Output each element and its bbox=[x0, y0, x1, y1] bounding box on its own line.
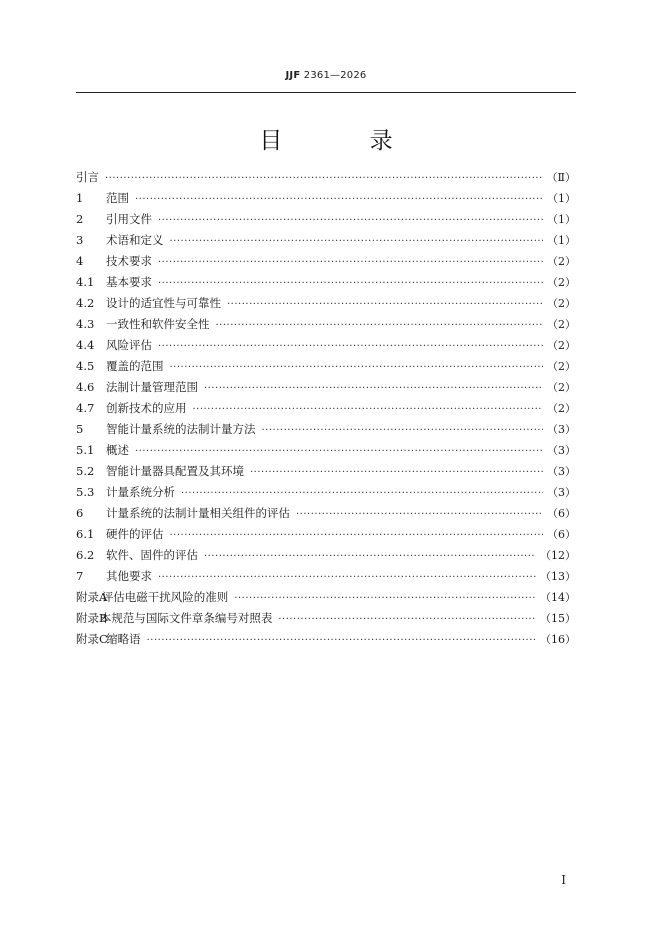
toc-entry[interactable] bbox=[76, 587, 576, 608]
toc-entry-number: 4.4 bbox=[76, 338, 95, 352]
toc-entry-number: 3 bbox=[76, 233, 84, 247]
toc-entry-page: （2） bbox=[547, 297, 576, 310]
toc-entry-label: 基本要求 bbox=[106, 275, 152, 289]
toc-entry-number: 附录B bbox=[76, 611, 108, 625]
toc-entry[interactable] bbox=[76, 503, 576, 524]
toc-dot-leader bbox=[158, 567, 536, 588]
toc-dot-leader bbox=[158, 273, 543, 294]
toc-entry-number: 4.5 bbox=[76, 359, 95, 373]
toc-dot-leader bbox=[250, 462, 543, 483]
toc-entry[interactable] bbox=[76, 356, 576, 377]
toc-dot-leader bbox=[135, 189, 543, 210]
toc-entry-number: 4.3 bbox=[76, 317, 95, 331]
toc-entry[interactable] bbox=[76, 461, 576, 482]
toc-dot-leader bbox=[158, 252, 543, 273]
toc-entry-label: 引用文件 bbox=[106, 212, 152, 226]
toc-entry-number: 5.3 bbox=[76, 485, 95, 499]
toc-entry[interactable] bbox=[76, 524, 576, 545]
toc-entry-number: 7 bbox=[76, 569, 84, 583]
toc-entry-page: （6） bbox=[547, 507, 576, 520]
toc-dot-leader bbox=[147, 630, 536, 651]
toc-entry[interactable] bbox=[76, 251, 576, 272]
toc-entry-label: 技术要求 bbox=[106, 254, 152, 268]
toc-dot-leader bbox=[193, 399, 544, 420]
toc-dot-leader bbox=[170, 357, 544, 378]
toc-entry[interactable] bbox=[76, 314, 576, 335]
toc-entry[interactable] bbox=[76, 608, 576, 629]
toc-entry-label: 设计的适宜性与可靠性 bbox=[106, 296, 221, 310]
toc-entry[interactable] bbox=[76, 167, 576, 188]
toc-dot-leader bbox=[105, 168, 543, 189]
toc-entry-page: （2） bbox=[547, 276, 576, 289]
toc-entry-label: 计量系统的法制计量相关组件的评估 bbox=[106, 506, 290, 520]
toc-dot-leader bbox=[181, 483, 543, 504]
toc-entry-label: 本规范与国际文件章条编号对照表 bbox=[99, 611, 273, 625]
toc-entry-page: （2） bbox=[547, 255, 576, 268]
toc-entry-number: 6 bbox=[76, 506, 84, 520]
toc-entry-page: （2） bbox=[547, 402, 576, 415]
toc-dot-leader bbox=[170, 231, 544, 252]
toc-entry-number: 5.2 bbox=[76, 464, 95, 478]
toc-entry-label: 法制计量管理范围 bbox=[106, 380, 198, 394]
toc-dot-leader bbox=[216, 315, 544, 336]
toc-entry-page: （3） bbox=[547, 465, 576, 478]
toc-entry-label: 其他要求 bbox=[106, 569, 152, 583]
toc-entry[interactable] bbox=[76, 377, 576, 398]
toc-entry-page: （6） bbox=[547, 528, 576, 541]
toc-dot-leader bbox=[296, 504, 543, 525]
toc-dot-leader bbox=[227, 294, 543, 315]
toc-entry-page: （13） bbox=[540, 570, 576, 583]
toc-entry[interactable] bbox=[76, 440, 576, 461]
toc-entry-page: （15） bbox=[540, 612, 576, 625]
toc-entry[interactable] bbox=[76, 188, 576, 209]
toc-entry-number: 4.2 bbox=[76, 296, 95, 310]
toc-entry-page: （14） bbox=[540, 591, 576, 604]
toc-entry-number: 4.7 bbox=[76, 401, 95, 415]
toc-entry[interactable] bbox=[76, 230, 576, 251]
toc-entry-label: 范围 bbox=[106, 191, 129, 205]
toc-entry[interactable] bbox=[76, 629, 576, 650]
toc-dot-leader bbox=[262, 420, 544, 441]
toc-entry-page: （1） bbox=[547, 234, 576, 247]
toc-entry[interactable] bbox=[76, 566, 576, 587]
toc-entry-label: 创新技术的应用 bbox=[106, 401, 187, 415]
toc-dot-leader bbox=[234, 588, 536, 609]
toc-entry-page: （3） bbox=[547, 423, 576, 436]
toc-entry[interactable] bbox=[76, 335, 576, 356]
page-number: Ⅰ bbox=[561, 873, 566, 887]
page-header bbox=[76, 70, 576, 81]
standard-code: JJF bbox=[285, 70, 301, 81]
toc-entry-page: （Ⅱ） bbox=[546, 171, 576, 184]
toc-entry-label: 软件、固件的评估 bbox=[106, 548, 198, 562]
toc-entry-label: 风险评估 bbox=[106, 338, 152, 352]
header-rule bbox=[76, 92, 576, 93]
toc-entry-page: （3） bbox=[547, 444, 576, 457]
toc-dot-leader bbox=[170, 525, 544, 546]
toc-entry-label: 智能计量器具配置及其环境 bbox=[106, 464, 244, 478]
toc-entry-page: （2） bbox=[547, 339, 576, 352]
toc-entry[interactable] bbox=[76, 293, 576, 314]
toc-entry-label: 计量系统分析 bbox=[106, 485, 175, 499]
toc-dot-leader bbox=[204, 378, 543, 399]
toc-entry-number: 5 bbox=[76, 422, 84, 436]
standard-number: 2361—2026 bbox=[303, 70, 367, 81]
toc-entry-label: 概述 bbox=[106, 443, 129, 457]
toc-entry-number: 附录C bbox=[76, 632, 108, 646]
toc-dot-leader bbox=[204, 546, 536, 567]
toc-entry-label: 智能计量系统的法制计量方法 bbox=[106, 422, 256, 436]
toc-entry-page: （2） bbox=[547, 318, 576, 331]
toc-entry[interactable] bbox=[76, 482, 576, 503]
toc-dot-leader bbox=[158, 210, 543, 231]
toc-entry[interactable] bbox=[76, 419, 576, 440]
table-of-contents bbox=[76, 167, 576, 650]
toc-entry-number: 4.6 bbox=[76, 380, 95, 394]
toc-entry[interactable] bbox=[76, 398, 576, 419]
toc-entry-label: 术语和定义 bbox=[106, 233, 164, 247]
toc-entry-number: 5.1 bbox=[76, 443, 95, 457]
toc-entry-page: （16） bbox=[540, 633, 576, 646]
toc-dot-leader bbox=[278, 609, 536, 630]
toc-entry-label: 硬件的评估 bbox=[106, 527, 164, 541]
toc-entry-number: 4.1 bbox=[76, 275, 95, 289]
toc-entry-number: 6.2 bbox=[76, 548, 95, 562]
toc-entry-number: 4 bbox=[76, 254, 84, 268]
toc-entry-label: 覆盖的范围 bbox=[106, 359, 164, 373]
page-title: 目 录 bbox=[259, 128, 433, 154]
toc-entry[interactable] bbox=[76, 545, 576, 566]
toc-entry-page: （12） bbox=[540, 549, 576, 562]
toc-entry-label: 评估电磁干扰风险的准则 bbox=[101, 590, 229, 604]
toc-entry-number: 6.1 bbox=[76, 527, 95, 541]
toc-entry-label: 一致性和软件安全性 bbox=[106, 317, 210, 331]
toc-entry-label: 引言 bbox=[76, 170, 99, 184]
toc-entry-number: 2 bbox=[76, 212, 84, 226]
toc-entry-page: （2） bbox=[547, 360, 576, 373]
toc-entry-page: （3） bbox=[547, 486, 576, 499]
toc-dot-leader bbox=[135, 441, 543, 462]
toc-entry-page: （2） bbox=[547, 381, 576, 394]
toc-dot-leader bbox=[158, 336, 543, 357]
toc-entry-page: （1） bbox=[547, 192, 576, 205]
toc-entry-label: 缩略语 bbox=[106, 632, 141, 646]
toc-entry-number: 1 bbox=[76, 191, 84, 205]
toc-entry-page: （1） bbox=[547, 213, 576, 226]
toc-entry[interactable] bbox=[76, 209, 576, 230]
toc-entry-number: 附录A bbox=[76, 590, 108, 604]
toc-entry[interactable] bbox=[76, 272, 576, 293]
